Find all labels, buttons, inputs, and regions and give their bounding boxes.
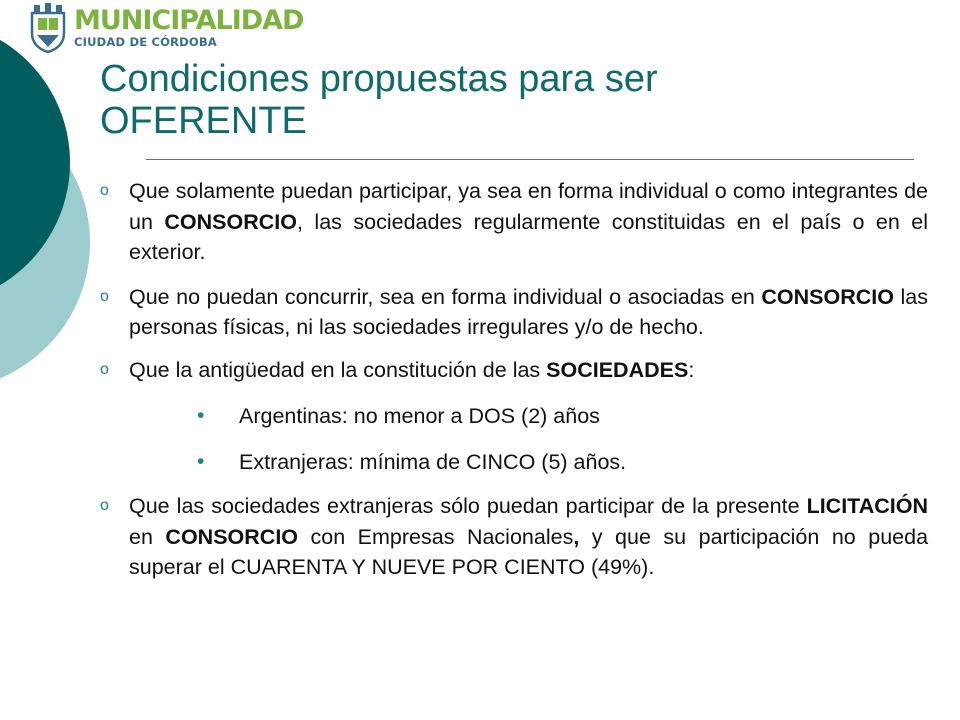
municipal-logo: [28, 2, 303, 54]
list-item-text: Que la antigüedad en la constitución de las SOCIEDADES:: [129, 357, 695, 382]
list-item-text: Que las sociedades extranjeras sólo puedan participar de la presente LICITACIÓN en CONSORCIO con Empresas Nacionales, y que su participación no pueda superar el CUARENTA Y NUEVE POR CIENTO (49%).: [129, 494, 929, 579]
list-item: [100, 491, 928, 583]
shield-logo-icon: [28, 3, 68, 53]
sub-list-item-text: Extranjeras: mínima de CINCO (5) años.: [239, 450, 627, 474]
logo-title: MUNICIPALIDAD: [74, 5, 304, 37]
list-item: [100, 176, 928, 268]
list-item-text: Que no puedan concurrir, sea en forma individual o asociadas en CONSORCIO las personas físicas, ni las sociedades irregulares y/o de hecho.: [129, 284, 928, 339]
slide-title-line2: OFERENTE: [100, 100, 307, 142]
logo-subtitle: CIUDAD DE CÓRDOBA: [74, 35, 217, 50]
sub-list-item: [100, 401, 928, 431]
circle-bullet-icon: o: [100, 287, 109, 305]
dot-bullet-icon: •: [197, 404, 205, 427]
slide-title: [100, 58, 860, 142]
sub-list-item-text: Argentinas: no menor a DOS (2) años: [239, 404, 600, 428]
slide-body: [100, 176, 928, 583]
title-divider: [146, 159, 914, 160]
dot-bullet-icon: •: [197, 450, 205, 473]
list-item-text: Que solamente puedan participar, ya sea en forma individual o como integrantes de un CONSORCIO, las sociedades regularmente constituidas en el país o en el exterior.: [129, 179, 928, 264]
sub-list-item: [100, 447, 928, 477]
circle-bullet-icon: o: [100, 182, 109, 199]
circle-bullet-icon: o: [100, 360, 109, 378]
list-item: [100, 282, 928, 343]
slide-title-line1: Condiciones propuestas para ser: [100, 58, 658, 100]
circle-bullet-icon: o: [100, 497, 109, 514]
list-item: [100, 355, 928, 386]
